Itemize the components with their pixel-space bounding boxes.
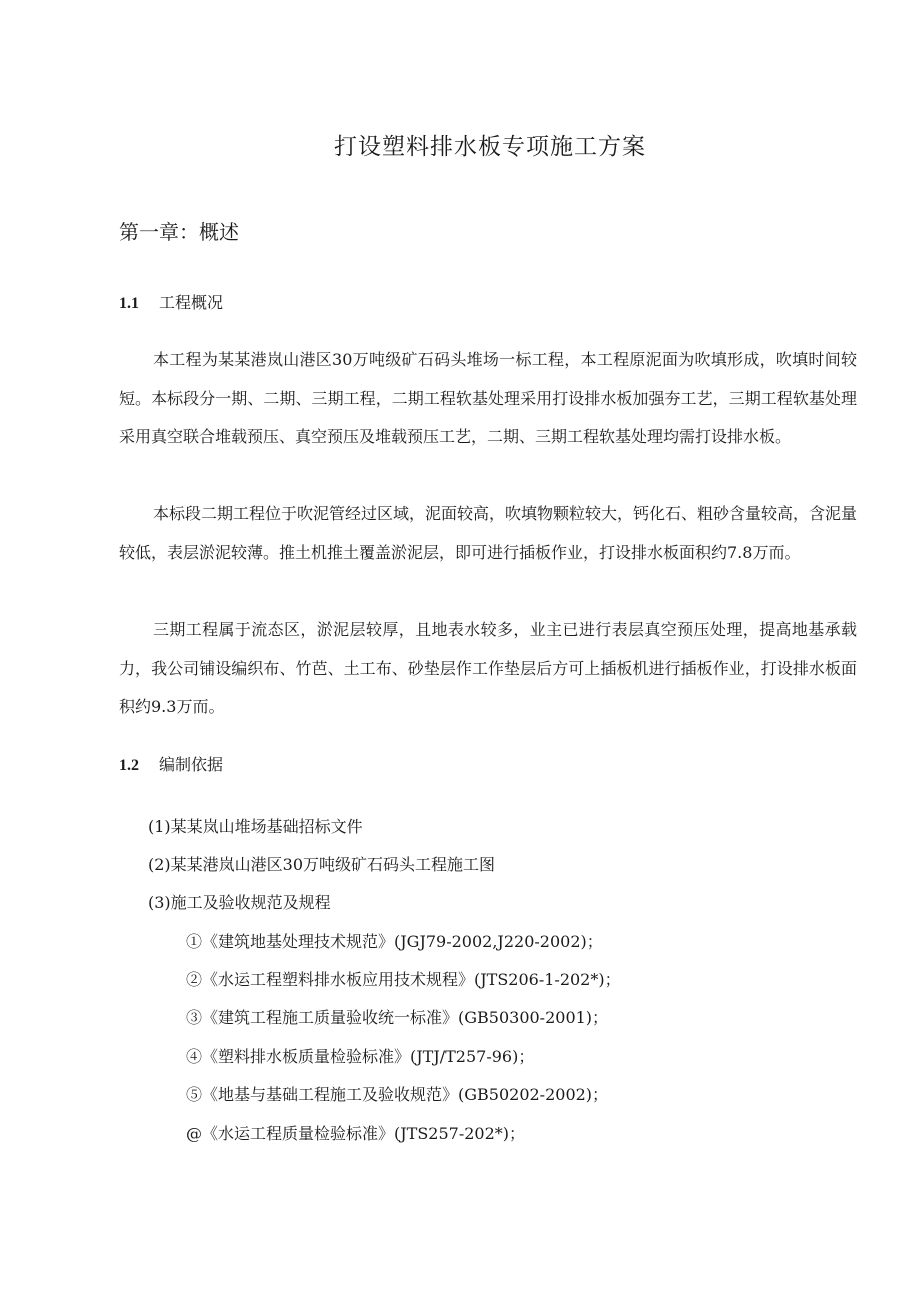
section-title: 工程概况 <box>159 293 224 312</box>
paragraph-phase-two: 本标段二期工程位于吹泥管经过区域，泥面较高，吹填物颗粒较大，钙化石、粗砂含量较高，含泥量较低，表层淤泥较薄。推土机推土覆盖淤泥层，即可进行插板作业，打设排水板面积约7.8万而。 <box>119 504 858 562</box>
standard-item: ①《建筑地基处理技术规范》(JGJ79-2002,J220-2002)； <box>186 932 603 951</box>
standard-item: ②《水运工程塑料排水板应用技术规程》(JTS206-1-202*)； <box>186 970 621 989</box>
section-number: 1.2 <box>119 757 139 774</box>
section-heading-1-2 <box>119 752 223 775</box>
standard-item: ③《建筑工程施工质量验收统一标准》(GB50300-2001)； <box>186 1008 609 1027</box>
standard-item: @《水运工程质量检验标准》(JTS257-202*)； <box>186 1124 526 1143</box>
basis-item: (2)某某港岚山港区30万吨级矿石码头工程施工图 <box>148 855 496 874</box>
section-title: 编制依据 <box>159 755 224 774</box>
section-number: 1.1 <box>119 295 139 312</box>
paragraph-phase-three: 三期工程属于流态区，淤泥层较厚，且地表水较多，业主已进行表层真空预压处理，提高地基承载力，我公司铺设编织布、竹芭、土工布、砂垫层作工作垫层后方可上插板机进行插板作业，打设排水板面积约9.3万而。 <box>119 620 857 716</box>
basis-item: (3)施工及验收规范及规程 <box>148 893 331 912</box>
document-title: 打设塑料排水板专项施工方案 <box>334 134 646 160</box>
section-heading-1-1 <box>119 290 223 313</box>
chapter-heading: 第一章：概述 <box>119 220 239 244</box>
standard-item: ④《塑料排水板质量检验标准》(JTJ/T257-96)； <box>186 1047 535 1066</box>
basis-item: (1)某某岚山堆场基础招标文件 <box>148 817 363 836</box>
paragraph-project-overview: 本工程为某某港岚山港区30万吨级矿石码头堆场一标工程，本工程原泥面为吹填形成，吹填时间较短。本标段分一期、二期、三期工程，二期工程软基处理采用打设排水板加强夯工艺，三期工程软基处理采用真空联合堆载预压、真空预压及堆载预压工艺，二期、三期工程软基处理均需打设排水板。 <box>119 350 857 446</box>
standard-item: ⑤《地基与基础工程施工及验收规范》(GB50202-2002)； <box>186 1085 609 1104</box>
